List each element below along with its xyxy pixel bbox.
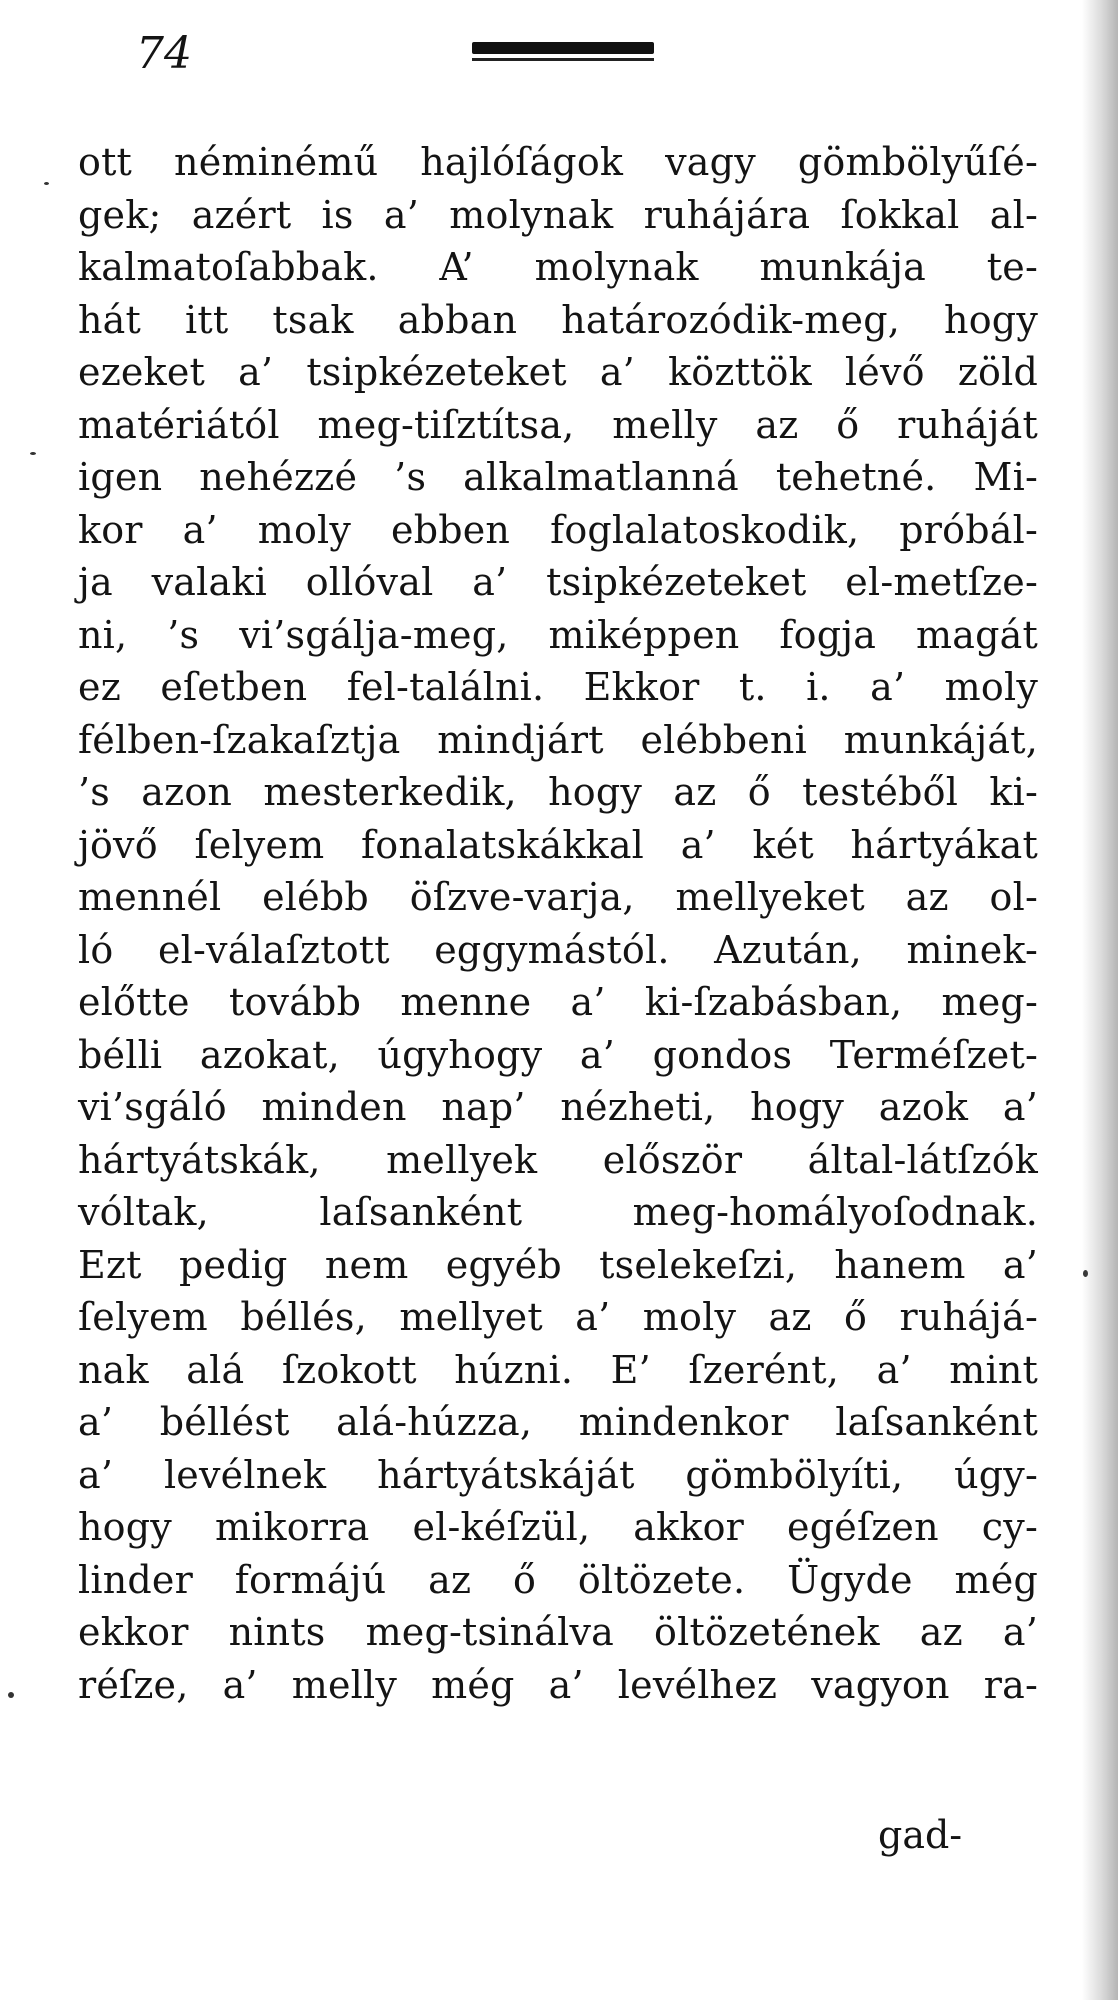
text-line: a’ levélnek hártyátskáját gömbölyíti, úgy-: [78, 1452, 1038, 1497]
text-line: ló el-válaſztott eggymástól. Azután, minek-: [78, 927, 1038, 972]
page-edge-shadow: [1082, 0, 1118, 2000]
ink-speck: [44, 182, 49, 185]
text-line: matériától meg-tiſztítsa, melly az ő ruháját: [78, 402, 1038, 447]
text-line: hát itt tsak abban határozódik-meg, hogy: [78, 297, 1038, 342]
text-line: kor a’ moly ebben foglalatoskodik, próbál-: [78, 507, 1038, 552]
text-line: ’s azon mesterkedik, hogy az ő testéből ki-: [78, 770, 1038, 814]
text-line: Ezt pedig nem egyéb tselekeſzi, hanem a’: [78, 1242, 1038, 1287]
text-line: ſelyem béllés, mellyet a’ moly az ő ruhájá-: [78, 1295, 1038, 1339]
text-line: vóltak, laſsanként meg-homályoſodnak.: [78, 1190, 1038, 1234]
ink-speck: [8, 1692, 14, 1698]
text-line: bélli azokat, úgyhogy a’ gondos Terméſzet-: [78, 1032, 1038, 1077]
text-line: hártyátskák, mellyek először által-látſzók: [78, 1137, 1038, 1182]
text-line: félben-ſzakaſztja mindjárt elébbeni munkáját,: [78, 717, 1038, 762]
text-line: jövő ſelyem fonalatskákkal a’ két hártyákat: [78, 822, 1038, 867]
text-line: vi’sgáló minden nap’ nézheti, hogy azok a’: [78, 1085, 1038, 1129]
header-ornament-underline: [472, 58, 654, 61]
text-line: a’ béllést alá-húzza, mindenkor laſsanként: [78, 1400, 1038, 1444]
text-line: gek; azért is a’ molynak ruhájára ſokkal al-: [78, 192, 1038, 237]
text-line: ekkor nints meg-tsinálva öltözetének az a’: [78, 1610, 1038, 1654]
text-line: ott néminémű hajlóſágok vagy gömbölyűſé-: [78, 140, 1038, 184]
text-line: réſze, a’ melly még a’ levélhez vagyon ra-: [78, 1662, 1038, 1707]
text-line: hogy mikorra el-kéſzül, akkor egéſzen cy-: [78, 1505, 1038, 1549]
text-line: igen nehézzé ’s alkalmatlanná tehetné. Mi-: [78, 455, 1038, 499]
page-number: 74: [136, 28, 192, 79]
text-line: előtte tovább menne a’ ki-ſzabásban, meg-: [78, 980, 1038, 1024]
text-line: ez eſetben fel-találni. Ekkor t. i. a’ moly: [78, 665, 1038, 709]
ink-speck: [30, 452, 36, 455]
text-line: nak alá ſzokott húzni. E’ ſzerént, a’ mint: [78, 1347, 1038, 1392]
text-line: mennél elébb öſzve-varja, mellyeket az ol-: [78, 875, 1038, 919]
body-text: [78, 136, 1038, 1711]
text-line: ni, ’s vi’sgálja-meg, miképpen fogja magát: [78, 612, 1038, 657]
text-line: linder formájú az ő öltözete. Ügyde még: [78, 1557, 1038, 1602]
text-line: kalmatoſabbak. A’ molynak munkája te-: [78, 245, 1038, 289]
header-ornament-rule: [472, 42, 654, 54]
text-line: ja valaki ollóval a’ tsipkézeteket el-metſze-: [78, 560, 1038, 604]
catchword: gad-: [878, 1813, 963, 1857]
text-line: ezeket a’ tsipkézeteket a’ közttök lévő zöld: [78, 350, 1038, 394]
